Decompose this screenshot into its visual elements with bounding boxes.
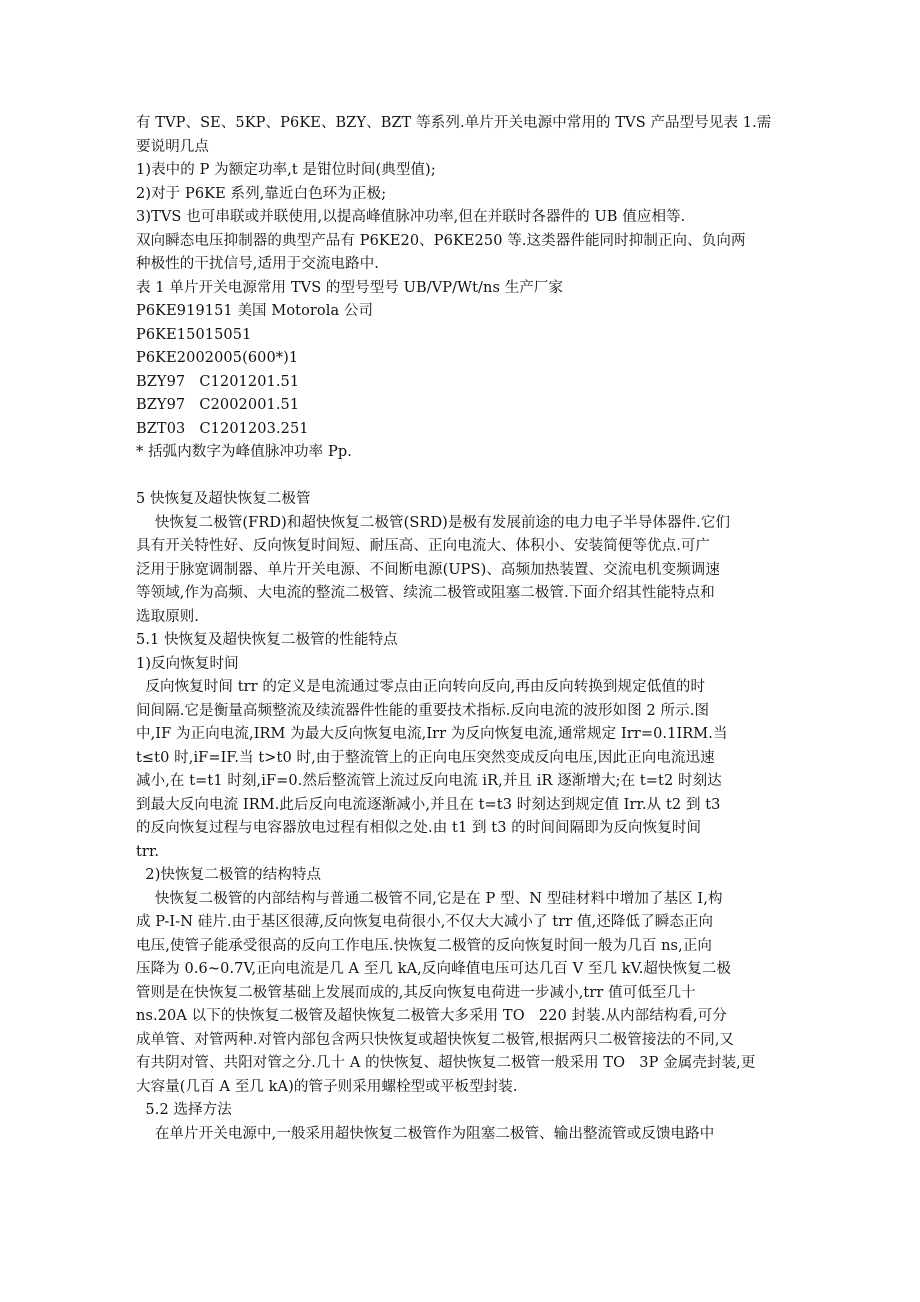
text-line: P6KE919151 美国 Motorola 公司 [136,303,374,319]
text-line: P6KE15015051 [136,326,252,343]
text-line: 反向恢复时间 trr 的定义是电流通过零点由正向转向反向,再由反向转换到规定低值的时 [136,679,706,695]
text-line: 大容量(几百 A 至几 kA)的管子则采用螺栓型或平板型封装. [136,1078,518,1095]
text-line: 1)反向恢复时间 [136,655,239,672]
text-line: t≤t0 时,iF=IF.当 t>t0 时,由于整流管上的正向电压突然变成反向电压,因此正向电流迅速 [136,749,715,766]
text-line: 间间隔.它是衡量高频整流及续流器件性能的重要技术指标.反向电流的波形如图 2 所示.图 [136,702,710,719]
text-line: 成 P-I-N 硅片.由于基区很薄,反向恢复电荷很小,不仅大大减小了 trr 值,还降低了瞬态正向 [136,914,714,930]
text-line: 中,IF 为正向电流,IRM 为最大反向恢复电流,Irr 为反向恢复电流,通常规定 Irr=0.1IRM.当 [136,726,728,742]
text-line: BZY97 C1201201.51 [136,373,300,390]
text-line: 快恢复二极管的内部结构与普通二极管不同,它是在 P 型、N 型硅材料中增加了基区 I,构 [136,890,723,907]
text-line: 1)表中的 P 为额定功率,t 是钳位时间(典型值); [136,162,436,178]
text-line: * 括弧内数字为峰值脉冲功率 Pp. [136,444,352,460]
text-line: 具有开关特性好、反向恢复时间短、耐压高、正向电流大、体积小、安装简便等优点.可广 [136,538,711,554]
text-line: P6KE2002005(600*)1 [136,350,299,366]
text-line: 压降为 0.6~0.7V,正向电流是几 A 至几 kA,反向峰值电压可达几百 V 至几 kV.超快恢复二极 [136,961,732,977]
text-line: 在单片开关电源中,一般采用超快恢复二极管作为阻塞二极管、输出整流管或反馈电路中 [136,1125,715,1142]
text-line: 要说明几点 [136,138,209,155]
text-line: BZY97 C2002001.51 [136,397,300,413]
text-line: 5.2 选择方法 [136,1102,232,1118]
text-line: 2)快恢复二极管的结构特点 [136,867,322,883]
text-line: 表 1 单片开关电源常用 TVS 的型号型号 UB/VP/Wt/ns 生产厂家 [136,279,564,296]
text-line: 的反向恢复过程与电容器放电过程有相似之处.由 t1 到 t3 的时间间隔即为反向恢复时间 [136,820,702,836]
text-line: 有 TVP、SE、5KP、P6KE、BZY、BZT 等系列.单片开关电源中常用的 TVS 产品型号见表 1.需 [136,115,772,131]
text-line [136,465,816,489]
text-line: 5 快恢复及超快恢复二极管 [136,491,311,507]
text-line: 3)TVS 也可串联或并联使用,以提高峰值脉冲功率,但在并联时各器件的 UB 值应相等. [136,209,686,225]
text-line: 泛用于脉宽调制器、单片开关电源、不间断电源(UPS)、高频加热装置、交流电机变频调速 [136,561,720,578]
text-line: 5.1 快恢复及超快恢复二极管的性能特点 [136,632,398,648]
text-line: 双向瞬态电压抑制器的典型产品有 P6KE20、P6KE250 等.这类器件能同时抑制正向、负向两 [136,232,746,249]
text-line: 选取原则. [136,608,200,625]
text-line: 减小,在 t=t1 时刻,iF=0.然后整流管上流过反向电流 iR,并且 iR 逐渐增大;在 t=t2 时刻达 [136,773,722,789]
text-line: BZT03 C1201203.251 [136,420,309,437]
text-line: 种极性的干扰信号,适用于交流电路中. [136,256,380,272]
text-line: 到最大反向电流 IRM.此后反向电流逐渐减小,并且在 t=t3 时刻达到规定值 Irr.从 t2 到 t3 [136,796,721,813]
text-line: 2)对于 P6KE 系列,靠近白色环为正极; [136,185,387,202]
text-line: 成单管、对管两种.对管内部包含两只快恢复或超快恢复二极管,根据两只二极管接法的不同,又 [136,1031,735,1048]
document-body [136,112,816,1146]
text-line: ns.20A 以下的快恢复二极管及超快恢复二极管大多采用 TO 220 封装.从内部结构看,可分 [136,1008,727,1024]
text-line: 快恢复二极管(FRD)和超快恢复二极管(SRD)是极有发展前途的电力电子半导体器件.它们 [136,514,731,531]
text-line: trr. [136,843,160,860]
text-line: 管则是在快恢复二极管基础上发展而成的,其反向恢复电荷进一步减小,trr 值可低至几十 [136,984,696,1001]
text-line: 等领域,作为高频、大电流的整流二极管、续流二极管或阻塞二极管.下面介绍其性能特点和 [136,585,715,601]
text-line: 电压,使管子能承受很高的反向工作电压.快恢复二极管的反向恢复时间一般为几百 ns,正向 [136,937,713,954]
text-line: 有共阴对管、共阳对管之分.几十 A 的快恢复、超快恢复二极管一般采用 TO 3P 金属壳封装,更 [136,1055,756,1071]
